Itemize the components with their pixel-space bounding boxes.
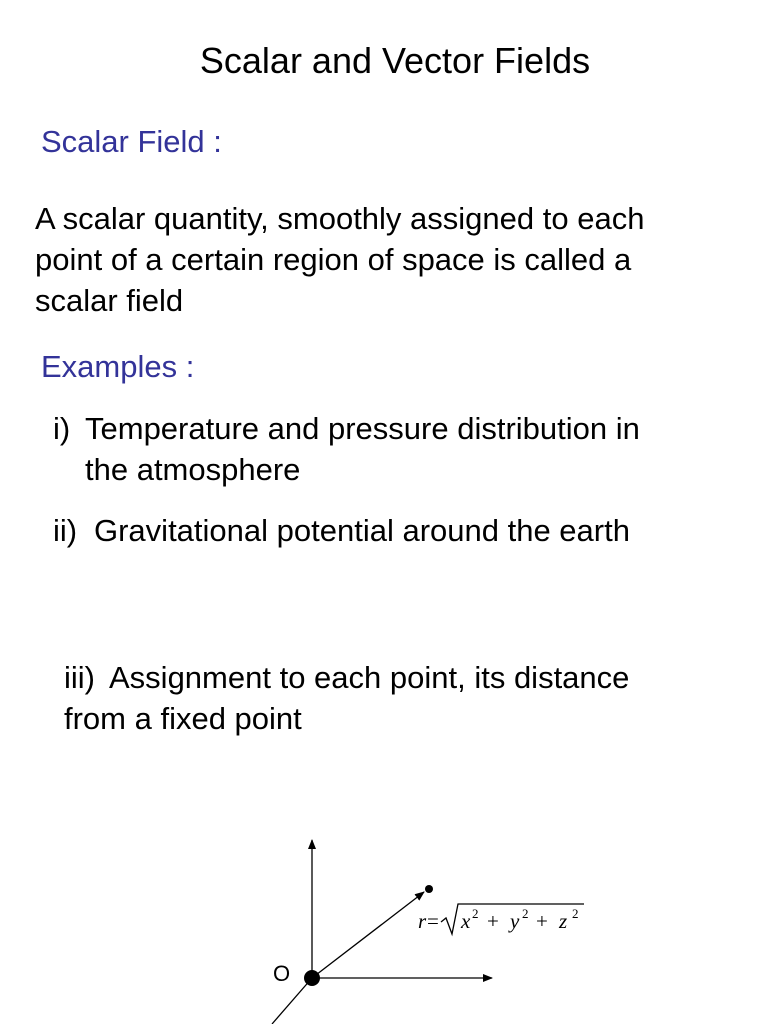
example-number: ii) (53, 513, 78, 548)
position-vector (312, 892, 424, 978)
definition-line: point of a certain region of space is called a (35, 242, 632, 277)
formula-exponent: 2 (522, 906, 529, 921)
example-number: i) (53, 411, 71, 446)
example-item (64, 657, 629, 698)
formula-equals: = (427, 909, 439, 933)
origin-dot (304, 970, 320, 986)
point-dot (425, 885, 433, 893)
formula-plus: + (536, 909, 548, 933)
example-text: Temperature and pressure distribution in (85, 411, 640, 446)
definition-line: A scalar quantity, smoothly assigned to each (35, 201, 645, 236)
distance-formula (418, 904, 584, 934)
formula-term-y: y (510, 909, 520, 933)
example-item (53, 510, 630, 551)
distance-diagram (0, 820, 768, 1024)
slide-title: Scalar and Vector Fields (199, 40, 591, 81)
scalar-field-heading: Scalar Field : (41, 124, 222, 159)
definition-paragraph (35, 198, 644, 321)
example-item (53, 408, 640, 449)
example-item-continuation: from a fixed point (64, 701, 302, 736)
example-item-continuation: the atmosphere (85, 452, 301, 487)
formula-term-z: z (559, 909, 568, 933)
formula-exponent: 2 (472, 906, 479, 921)
formula-term-x: x (461, 909, 471, 933)
formula-exponent: 2 (572, 906, 579, 921)
origin-label: O (273, 961, 291, 986)
formula-lhs: r (418, 909, 427, 933)
example-number: iii) (64, 660, 95, 695)
formula-plus: + (487, 909, 499, 933)
example-text: Gravitational potential around the earth (94, 513, 630, 548)
example-text: Assignment to each point, its distance (109, 660, 630, 695)
definition-line: scalar field (35, 283, 184, 318)
examples-heading: Examples : (41, 349, 195, 384)
